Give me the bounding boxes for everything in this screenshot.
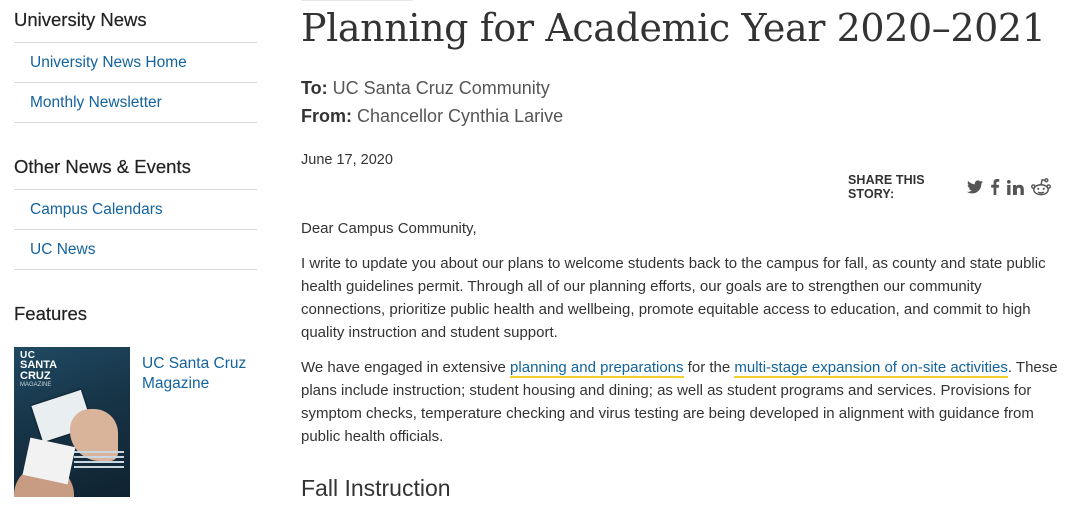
to-value: UC Santa Cruz Community bbox=[332, 78, 550, 98]
multi-stage-expansion-link[interactable]: multi-stage expansion of on-site activities bbox=[734, 359, 1008, 376]
cover-title-line2: CRUZ bbox=[20, 370, 51, 382]
magazine-cover-image[interactable] bbox=[14, 347, 130, 497]
memo-from bbox=[301, 106, 563, 127]
cover-magazine-text: MAGAZINE bbox=[20, 382, 52, 388]
page-title: Planning for Academic Year 2020–2021 bbox=[301, 6, 1046, 50]
memo-to bbox=[301, 78, 550, 99]
list-item bbox=[14, 83, 257, 123]
paragraph-2-mid: for the bbox=[683, 359, 735, 376]
from-label: From: bbox=[301, 106, 352, 126]
other-news-list bbox=[14, 189, 257, 270]
monthly-newsletter-link[interactable]: Monthly Newsletter bbox=[30, 93, 162, 111]
list-item bbox=[14, 230, 257, 270]
campus-calendars-link[interactable]: Campus Calendars bbox=[30, 200, 163, 218]
cover-title-line1: SANTA bbox=[20, 359, 58, 371]
share-bar bbox=[848, 173, 1058, 201]
uc-santa-cruz-magazine-link[interactable]: UC Santa Cruz Magazine bbox=[142, 355, 247, 392]
planning-and-preparations-link[interactable]: planning and preparations bbox=[510, 359, 684, 376]
cover-title bbox=[20, 360, 57, 382]
fall-instruction-heading: Fall Instruction bbox=[301, 475, 451, 501]
features-heading: Features bbox=[14, 303, 88, 324]
paragraph-2 bbox=[301, 356, 1061, 448]
paragraph-2-end: . These plans include instruction; student housing and dining; as well as student programs and services. Provisions for symptom checks, temperature checking and virus testing are being developed in alignment with guidance from public health officials. bbox=[301, 359, 1058, 445]
feature-magazine bbox=[14, 347, 257, 497]
reddit-icon[interactable] bbox=[1031, 178, 1051, 196]
share-label: SHARE THIS STORY: bbox=[848, 173, 925, 201]
facebook-icon[interactable] bbox=[990, 179, 1000, 195]
other-news-heading: Other News & Events bbox=[14, 156, 191, 177]
twitter-icon[interactable] bbox=[967, 180, 983, 194]
top-divider bbox=[301, 0, 413, 1]
list-item bbox=[14, 42, 257, 83]
university-news-heading: University News bbox=[14, 9, 147, 30]
greeting: Dear Campus Community, bbox=[301, 220, 477, 237]
paragraph-2-start: We have engaged in extensive bbox=[301, 359, 511, 376]
university-news-list bbox=[14, 42, 257, 123]
paragraph-1: I write to update you about our plans to welcome students back to the campus for fall, as county and state public health guidelines permit. Through all of our planning efforts, our goals are to strengthen our community connections, prioritize public health and wellbeing, promote equitable access to education, and commit to high quality instruction and student support. bbox=[301, 255, 1046, 341]
uc-news-link[interactable]: UC News bbox=[30, 240, 96, 258]
article-date: June 17, 2020 bbox=[301, 152, 393, 168]
university-news-home-link[interactable]: University News Home bbox=[30, 53, 187, 71]
linkedin-icon[interactable] bbox=[1007, 180, 1024, 195]
from-value: Chancellor Cynthia Larive bbox=[357, 106, 564, 126]
cover-uc-text: UC bbox=[20, 350, 36, 361]
to-label: To: bbox=[301, 78, 328, 98]
cover-blurb-lines bbox=[74, 451, 124, 481]
list-item bbox=[14, 189, 257, 230]
